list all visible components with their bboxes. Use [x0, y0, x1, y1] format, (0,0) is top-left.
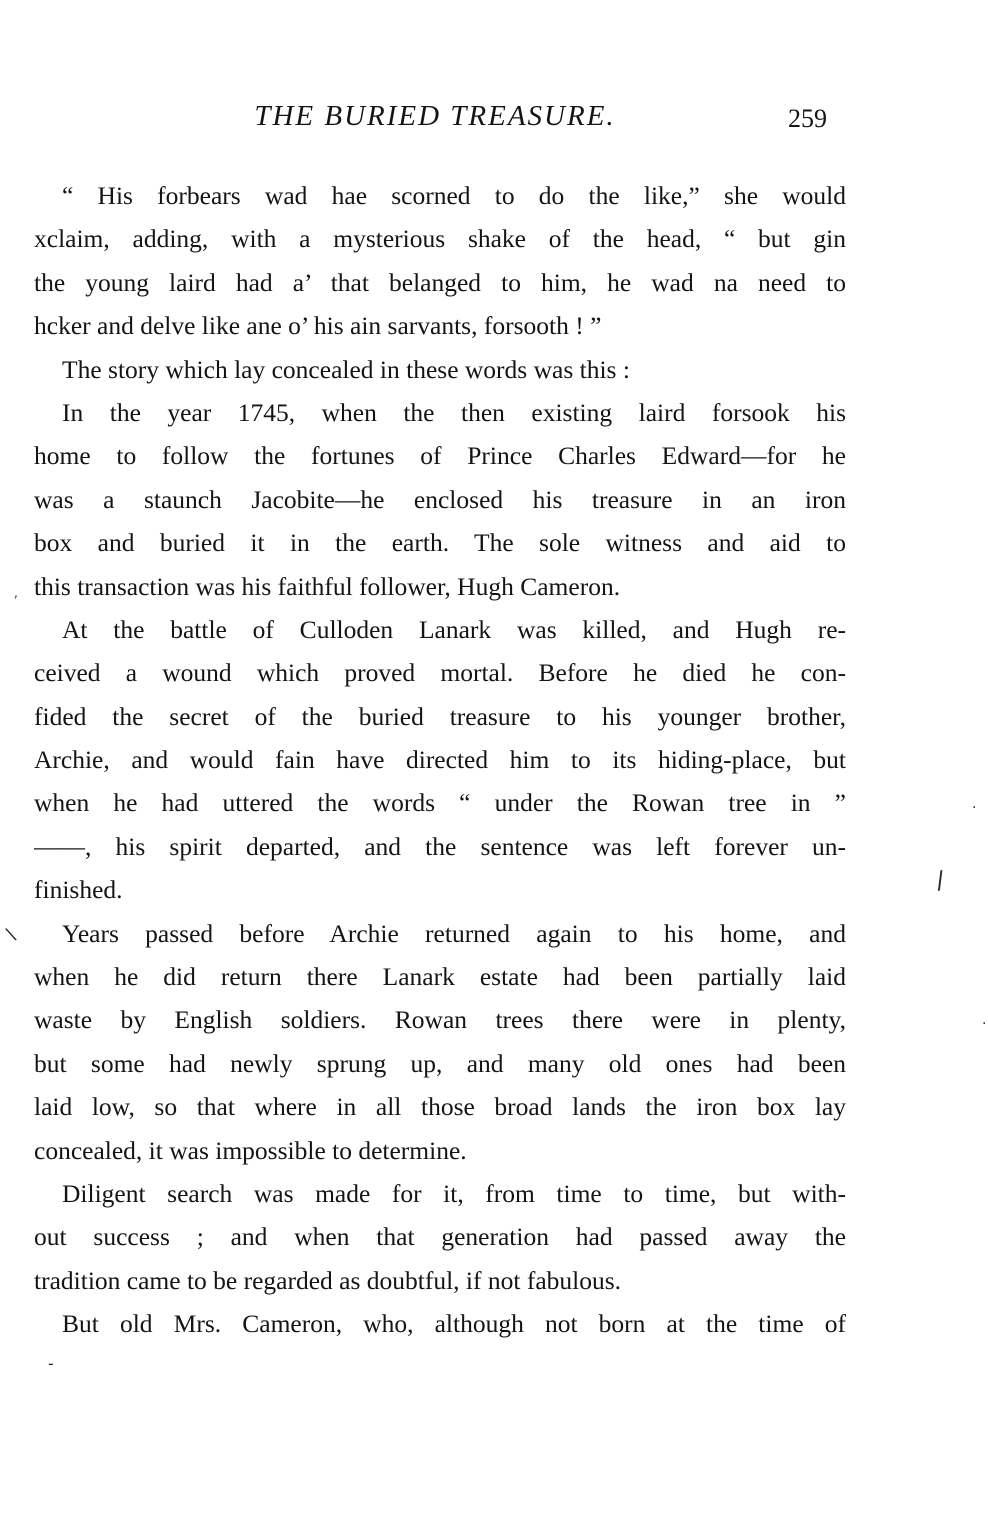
- text-line: out success ; and when that generation had passed away the: [34, 1222, 846, 1252]
- text-line: box and buried it in the earth. The sole witness and aid to: [34, 528, 846, 558]
- text-line: when he had uttered the words “ under the Rowan tree in ”: [34, 788, 846, 818]
- text-line: fided the secret of the buried treasure to his younger brother,: [34, 701, 846, 731]
- scan-mark-dash: -: [48, 1354, 54, 1373]
- text-line: but some had newly sprung up, and many old ones had been: [34, 1048, 846, 1078]
- text-line: ——, his spirit departed, and the sentence was left forever un-: [34, 831, 846, 861]
- text-line: At the battle of Culloden Lanark was killed, and Hugh re-: [62, 614, 846, 644]
- page-number: 259: [788, 104, 827, 133]
- text-line: laid low, so that where in all those broad lands the iron box lay: [34, 1092, 846, 1122]
- text-line: “ His forbears wad hae scorned to do the like,” she would: [62, 181, 846, 210]
- scan-mark-dot-2: ·: [982, 1016, 987, 1032]
- scan-mark-dot: ·: [972, 800, 977, 816]
- text-line: concealed, it was impossible to determine.: [34, 1135, 467, 1165]
- text-line: But old Mrs. Cameron, who, although not born at the time of: [62, 1309, 846, 1339]
- body-text: [34, 174, 846, 1346]
- text-line: waste by English soldiers. Rowan trees there were in plenty,: [34, 1005, 846, 1035]
- text-line: home to follow the fortunes of Prince Charles Edward—for he: [34, 441, 846, 471]
- text-line: ceived a wound which proved mortal. Before he died he con-: [34, 658, 846, 688]
- text-line: when he did return there Lanark estate had been partially laid: [34, 962, 846, 992]
- text-line: hcker and delve like ane o’ his ain sarvants, forsooth ! ”: [34, 311, 602, 341]
- text-line: The story which lay concealed in these words was this :: [62, 354, 630, 384]
- scan-mark-dash-2: ,: [14, 586, 18, 600]
- running-title: THE BURIED TREASURE.: [254, 100, 616, 132]
- text-line: In the year 1745, when the then existing laird forsook his: [62, 397, 846, 427]
- text-line: Years passed before Archie returned again to his home, and: [62, 918, 846, 948]
- text-line: Diligent search was made for it, from time to time, but with-: [62, 1178, 846, 1208]
- text-line: this transaction was his faithful follower, Hugh Cameron.: [34, 571, 621, 601]
- text-line: tradition came to be regarded as doubtful, if not fabulous.: [34, 1265, 622, 1295]
- text-line: Archie, and would fain have directed him to its hiding-place, but: [34, 745, 846, 775]
- text-line: the young laird had a’ that belanged to him, he wad na need to: [34, 267, 846, 297]
- text-line: was a staunch Jacobite—he enclosed his treasure in an iron: [34, 484, 846, 514]
- text-line: finished.: [34, 875, 123, 905]
- scan-mark-tick: \: [3, 923, 19, 946]
- scan-mark-slash: /: [933, 865, 947, 895]
- text-line: xclaim, adding, with a mysterious shake of the head, “ but gin: [34, 224, 846, 254]
